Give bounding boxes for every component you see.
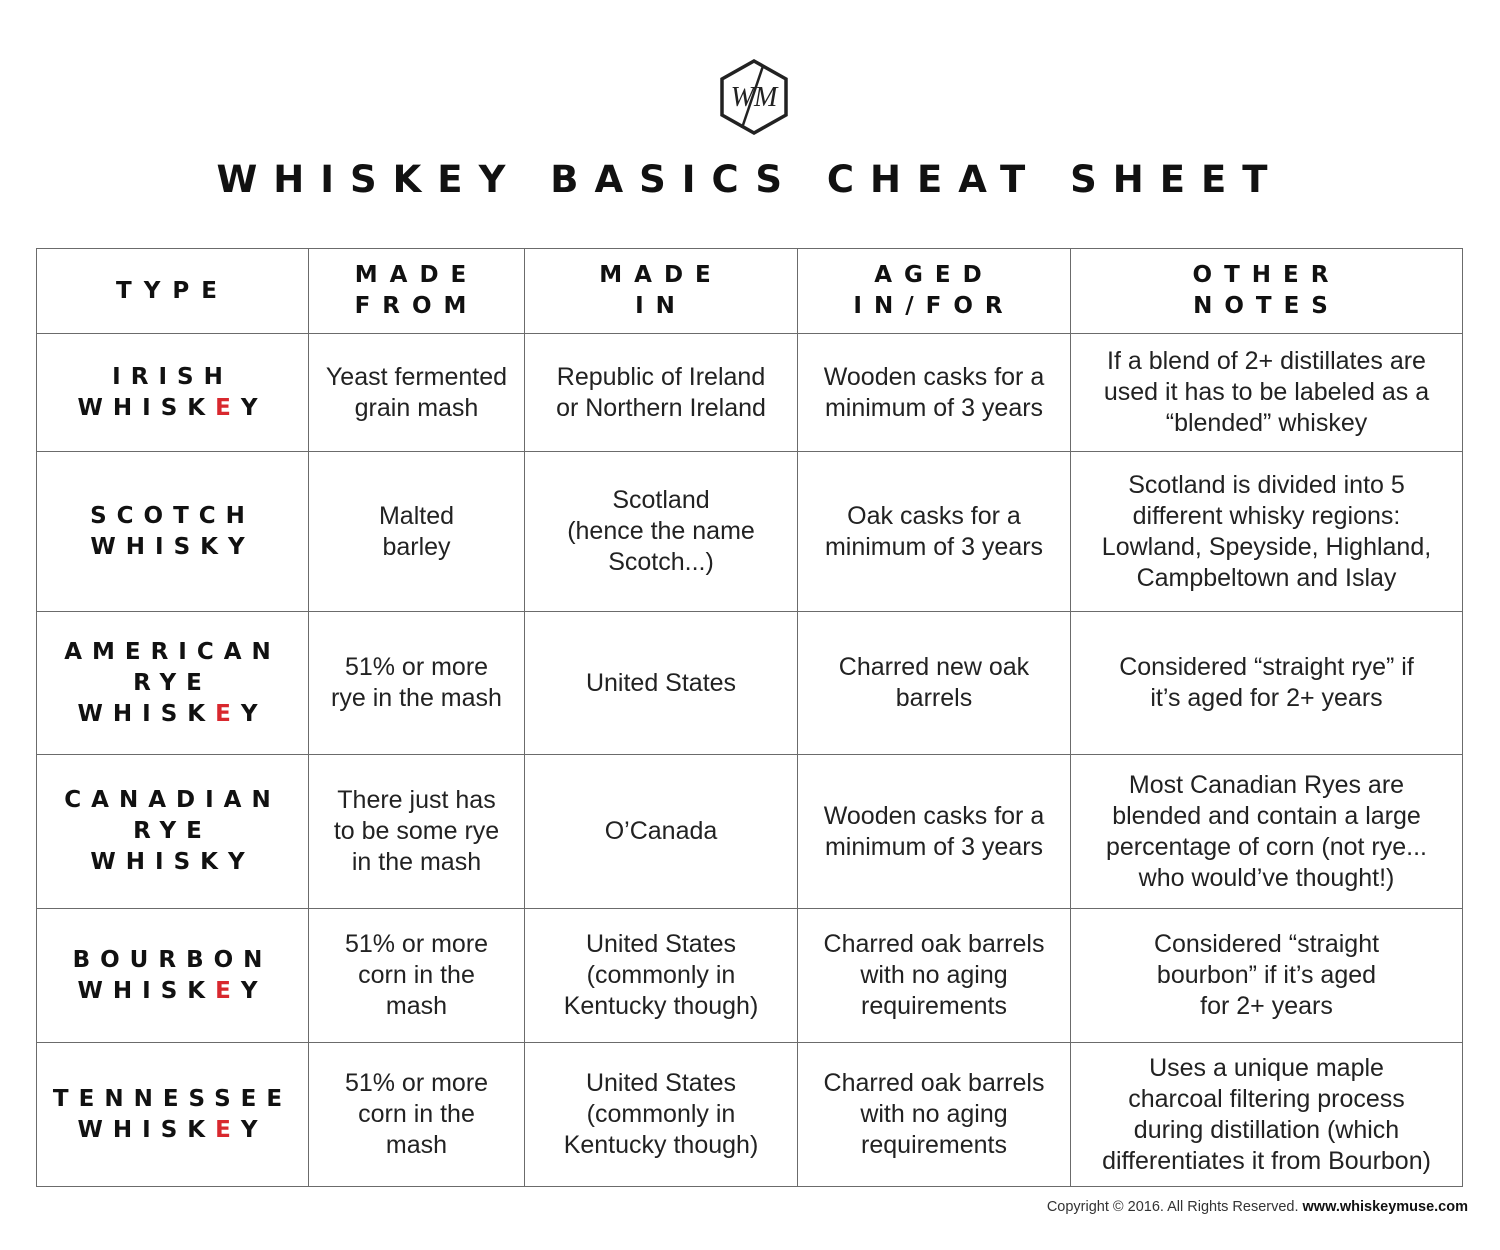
cell-line: who would’ve thought!) [1138,863,1395,892]
whiskey-type-line: WHISKY [90,533,255,560]
logo-text: WM [730,82,778,113]
copyright-text: Copyright © 2016. All Rights Reserved. [1046,1199,1299,1215]
cell-line: Uses a unique maple [1149,1053,1384,1082]
whiskey-type-line: RYE [133,818,212,844]
header-other-notes [1071,249,1463,334]
cell-line: United States [585,930,737,958]
page-title: WHISKEY BASICS CHEAT SHEET [216,158,1284,201]
table-row [37,452,1463,612]
aged-cell [798,1043,1071,1187]
whiskey-type-cell [37,755,309,909]
made-from-cell [309,452,525,612]
whiskey-type-line: CANADIAN [64,787,281,813]
whiskey-type-line: WHISKEY [77,1116,268,1143]
cell-line: requirements [861,992,1007,1020]
cell-line: There just has [337,786,496,814]
header-made-from [309,249,525,334]
cell-line: corn in the [358,961,475,989]
cell-line: United States [585,1069,737,1097]
table-body [37,249,1463,1187]
table-row [37,1043,1463,1187]
whiskey-type-line: WHISKEY [77,700,268,727]
cell-line: O’Canada [604,817,718,845]
whiskey-type-line: AMERICAN [64,638,281,665]
table-row [37,334,1463,452]
cell-line: mash [385,992,448,1020]
cell-line: Considered “straight [1153,930,1380,958]
made-in-cell [525,909,798,1043]
cell-line: rye in the mash [331,684,502,712]
cell-line: Kentucky though) [563,1131,759,1159]
table-row [37,909,1463,1043]
whiskey-type-cell [37,1043,309,1187]
cell-line: Campbeltown and Islay [1136,563,1397,592]
cell-line: (hence the name [567,517,755,545]
cell-line: Yeast fermented [325,362,508,391]
aged-cell [798,755,1071,909]
cell-line: 51% or more [344,930,489,958]
cell-line: barrels [895,684,973,712]
header-row [37,249,1463,334]
cell-line: Most Canadian Ryes are [1128,770,1405,799]
whiskey-type-line: WHISKY [90,849,255,875]
made-in-cell [525,334,798,452]
aged-cell [798,334,1071,452]
whiskey-cheat-sheet-table [36,248,1463,1187]
header-line: MADE [354,262,479,288]
cell-line: or Northern Ireland [556,393,766,422]
header-line: MADE [599,262,723,288]
cell-line: with no aging [860,1100,1008,1128]
cell-line: used it has to be labeled as a [1103,378,1430,406]
cell-line: minimum of 3 years [824,832,1044,861]
cell-line: bourbon” if it’s aged [1156,961,1377,989]
header-line: AGED [874,262,994,288]
cell-line: differentiates it from Bourbon) [1102,1146,1431,1175]
cell-line: Charred new oak [838,653,1030,681]
made-in-cell [525,452,798,612]
whiskey-type-line: WHISKEY [77,977,268,1004]
copyright-footer [1047,1199,1468,1215]
whiskey-type-cell [37,452,309,612]
cell-line: Wooden casks for a [823,801,1045,830]
cell-line: Scotch...) [608,548,714,576]
cell-line: with no aging [860,961,1008,989]
aged-cell [798,909,1071,1043]
highlighted-e-letter: E [215,1116,241,1143]
cell-line: different whisky regions: [1132,501,1401,530]
cell-line: grain mash [354,393,479,422]
header-aged-in-for [798,249,1071,334]
header-line: IN [635,293,687,319]
header-type [37,249,309,334]
cell-line: minimum of 3 years [824,393,1044,422]
cell-line: corn in the [358,1100,475,1128]
made-from-cell [309,1043,525,1187]
header-line: FROM [354,293,479,319]
whiskey-type-line: SCOTCH [90,502,255,529]
whiskey-type-line: TENNESSEE [52,1085,293,1112]
header-line: TYPE [116,277,229,304]
made-from-cell [309,334,525,452]
made-from-cell [309,909,525,1043]
hexagon-wm-logo-icon [718,58,790,136]
whiskey-type-cell [37,334,309,452]
whiskey-type-line: BOURBON [72,946,273,973]
cell-line: (commonly in [586,1100,736,1128]
cell-line: Wooden casks for a [823,362,1045,391]
notes-cell [1071,755,1463,909]
cell-line: to be some rye [333,817,500,845]
whiskey-type-line: IRISH [112,363,233,390]
notes-cell [1071,334,1463,452]
cell-line: it’s aged for 2+ years [1150,684,1383,712]
header-line: OTHER [1192,262,1341,288]
made-in-cell [525,1043,798,1187]
made-from-cell [309,612,525,755]
made-in-cell [525,755,798,909]
whiskey-type-cell [37,612,309,755]
cell-line: Considered “straight rye” if [1119,653,1414,681]
cell-line: United States [585,668,737,697]
cell-line: mash [385,1131,448,1159]
cell-line: (commonly in [586,961,736,989]
notes-cell [1071,909,1463,1043]
table-row [37,612,1463,755]
notes-cell [1071,452,1463,612]
cell-line: for 2+ years [1200,992,1333,1020]
cell-line: 51% or more [344,653,489,681]
highlighted-e-letter: E [215,977,241,1004]
aged-cell [798,612,1071,755]
cell-line: Scotland is divided into 5 [1128,470,1405,499]
whiskey-type-cell [37,909,309,1043]
cell-line: percentage of corn (not rye... [1105,832,1427,861]
whiskey-type-line: WHISKEY [77,394,268,421]
notes-cell [1071,1043,1463,1187]
highlighted-e-letter: E [215,394,241,421]
cell-line: charcoal filtering process [1128,1084,1405,1113]
header-made-in [525,249,798,334]
cell-line: Oak casks for a [847,501,1021,530]
cell-line: Scotland [612,486,710,514]
website-link[interactable]: www.whiskeymuse.com [1302,1199,1468,1215]
highlighted-e-letter: E [215,700,241,727]
cell-line: minimum of 3 years [824,532,1044,561]
cell-line: during distillation (which [1133,1115,1400,1144]
cell-line: requirements [861,1131,1007,1159]
cell-line: “blended” whiskey [1165,409,1368,437]
cell-line: Charred oak barrels [823,1069,1045,1097]
notes-cell [1071,612,1463,755]
whiskey-type-line: RYE [133,669,212,696]
header-line: IN/FOR [853,293,1015,319]
logo-graphic [718,58,790,136]
cell-line: Lowland, Speyside, Highland, [1101,532,1432,561]
cell-line: Republic of Ireland [556,362,766,391]
cell-line: If a blend of 2+ distillates are [1107,347,1426,375]
cell-line: 51% or more [344,1069,489,1097]
cell-line: blended and contain a large [1112,801,1421,830]
table-row [37,755,1463,909]
made-in-cell [525,612,798,755]
cell-line: Charred oak barrels [823,930,1045,958]
cell-line: Malted [378,501,455,530]
made-from-cell [309,755,525,909]
cell-line: in the mash [351,848,482,876]
header-line: NOTES [1193,293,1340,319]
aged-cell [798,452,1071,612]
cell-line: barley [382,532,451,561]
cell-line: Kentucky though) [563,992,759,1020]
